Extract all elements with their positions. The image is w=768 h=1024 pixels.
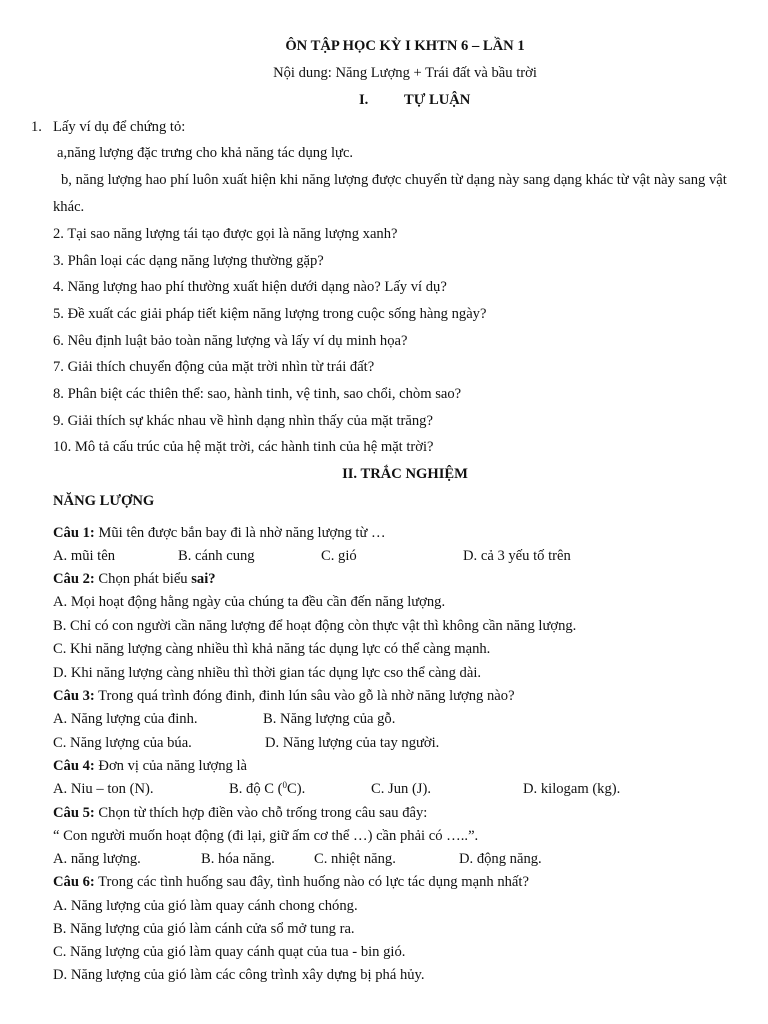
section1-title: TỰ LUẬN <box>404 92 471 108</box>
mcq-question-1 <box>53 524 386 542</box>
option-b: B. hóa năng. <box>201 851 275 867</box>
mcq-question-6 <box>53 873 529 891</box>
question-text: Trong các tình huống sau đây, tình huống nào có lực tác dụng mạnh nhất? <box>94 874 529 890</box>
option-b: B. Năng lượng của gió làm cánh cửa sổ mở tung ra. <box>53 921 355 937</box>
question-label: Câu 4: <box>53 758 95 774</box>
option-b: B. cánh cung <box>178 548 255 564</box>
option-c: C. Khi năng lượng càng nhiều thì khả năng tác dụng lực có thể càng mạnh. <box>53 641 491 657</box>
option-b: B. Năng lượng của gỗ. <box>263 711 396 727</box>
essay-question: 3. Phân loại các dạng năng lượng thường gặp? <box>53 253 324 269</box>
question-label: Câu 1: <box>53 525 95 541</box>
document-title: ÔN TẬP HỌC KỲ I KHTN 6 – LẦN 1 <box>285 38 525 54</box>
question-text: Mũi tên được bắn bay đi là nhờ năng lượng từ … <box>94 525 386 541</box>
essay-question: 6. Nêu định luật bảo toàn năng lượng và lấy ví dụ minh họa? <box>53 333 408 349</box>
mcq-question-4 <box>53 757 247 775</box>
option-d: D. cả 3 yếu tố trên <box>463 548 571 564</box>
mcq-question-3 <box>53 687 515 705</box>
question-emphasis: sai? <box>191 571 216 587</box>
option-c: C. gió <box>321 548 357 564</box>
essay-question: 7. Giải thích chuyển động của mặt trời nhìn từ trái đất? <box>53 359 375 375</box>
question-text: Đơn vị của năng lượng là <box>94 758 247 774</box>
essay-question: 5. Đề xuất các giải pháp tiết kiệm năng lượng trong cuộc sống hàng ngày? <box>53 306 487 322</box>
option-a: A. mũi tên <box>53 548 116 564</box>
essay-question: Lấy ví dụ để chứng tỏ: <box>53 119 186 135</box>
mcq-question-2 <box>53 570 216 588</box>
question-label: Câu 5: <box>53 805 95 821</box>
question-label: Câu 6: <box>53 874 95 890</box>
option-a: A. Niu – ton (N). <box>53 781 154 797</box>
option-c: C. Năng lượng của búa. <box>53 735 192 751</box>
option-d: D. kilogam (kg). <box>523 781 621 797</box>
option-d: D. Khi năng lượng càng nhiều thì thời gian tác dụng lực cso thể càng dài. <box>53 665 482 681</box>
question-quote: “ Con người muốn hoạt động (đi lại, giữ ấm cơ thể …) cần phải có …..”. <box>53 828 479 844</box>
question-text: Trong quá trình đóng đinh, đinh lún sâu vào gỗ là nhờ năng lượng nào? <box>94 688 515 704</box>
option-a: A. Năng lượng của gió làm quay cánh chong chóng. <box>53 898 358 914</box>
question-label: Câu 2: <box>53 571 95 587</box>
option-c: C. Jun (J). <box>371 781 431 797</box>
essay-question: 10. Mô tả cấu trúc của hệ mặt trời, các hành tinh của hệ mặt trời? <box>53 439 434 455</box>
option-c: C. Năng lượng của gió làm quay cánh quạt của tua - bin gió. <box>53 944 406 960</box>
essay-question: khác. <box>53 199 85 215</box>
essay-question: 9. Giải thích sự khác nhau về hình dạng nhìn thấy của mặt trăng? <box>53 413 433 429</box>
option-b: B. độ C ($^0$C). <box>229 780 306 797</box>
question-label: Câu 3: <box>53 688 95 704</box>
document-subtitle: Nội dung: Năng Lượng + Trái đất và bầu trời <box>273 65 537 81</box>
essay-question: a,năng lượng đặc trưng cho khả năng tác dụng lực. <box>57 145 354 161</box>
essay-question: 2. Tại sao năng lượng tái tạo được gọi là năng lượng xanh? <box>53 226 398 242</box>
degree-superscript: 0 <box>282 780 288 790</box>
essay-question: 4. Năng lượng hao phí thường xuất hiện dưới dạng nào? Lấy ví dụ? <box>53 279 447 295</box>
section1-number: I. <box>359 92 369 108</box>
question-text: Chọn phát biểu <box>94 571 192 587</box>
essay-question-number: 1. <box>31 119 42 135</box>
section2-title: II. TRẮC NGHIỆM <box>342 466 468 482</box>
question-text: Chọn từ thích hợp điền vào chỗ trống trong câu sau đây: <box>94 805 428 821</box>
option-b: B. Chỉ có con người cần năng lượng để hoạt động còn thực vật thì không cần năng lượng. <box>53 618 577 634</box>
option-d: D. Năng lượng của tay người. <box>265 735 440 751</box>
option-d: D. động năng. <box>459 851 542 867</box>
option-a: A. năng lượng. <box>53 851 141 867</box>
essay-question: 8. Phân biệt các thiên thể: sao, hành tinh, vệ tinh, sao chổi, chòm sao? <box>53 386 462 402</box>
option-c: C. nhiệt năng. <box>314 851 396 867</box>
option-d: D. Năng lượng của gió làm các công trình xây dựng bị phá hủy. <box>53 967 425 983</box>
section2-topic: NĂNG LƯỢNG <box>53 493 155 509</box>
option-a: A. Mọi hoạt động hằng ngày của chúng ta đều cần đến năng lượng. <box>53 594 446 610</box>
option-a: A. Năng lượng của đinh. <box>53 711 198 727</box>
essay-question: b, năng lượng hao phí luôn xuất hiện khi năng lượng được chuyển từ dạng này sang dạng khác từ vật này sang vật <box>61 172 727 188</box>
mcq-question-5 <box>53 804 427 822</box>
